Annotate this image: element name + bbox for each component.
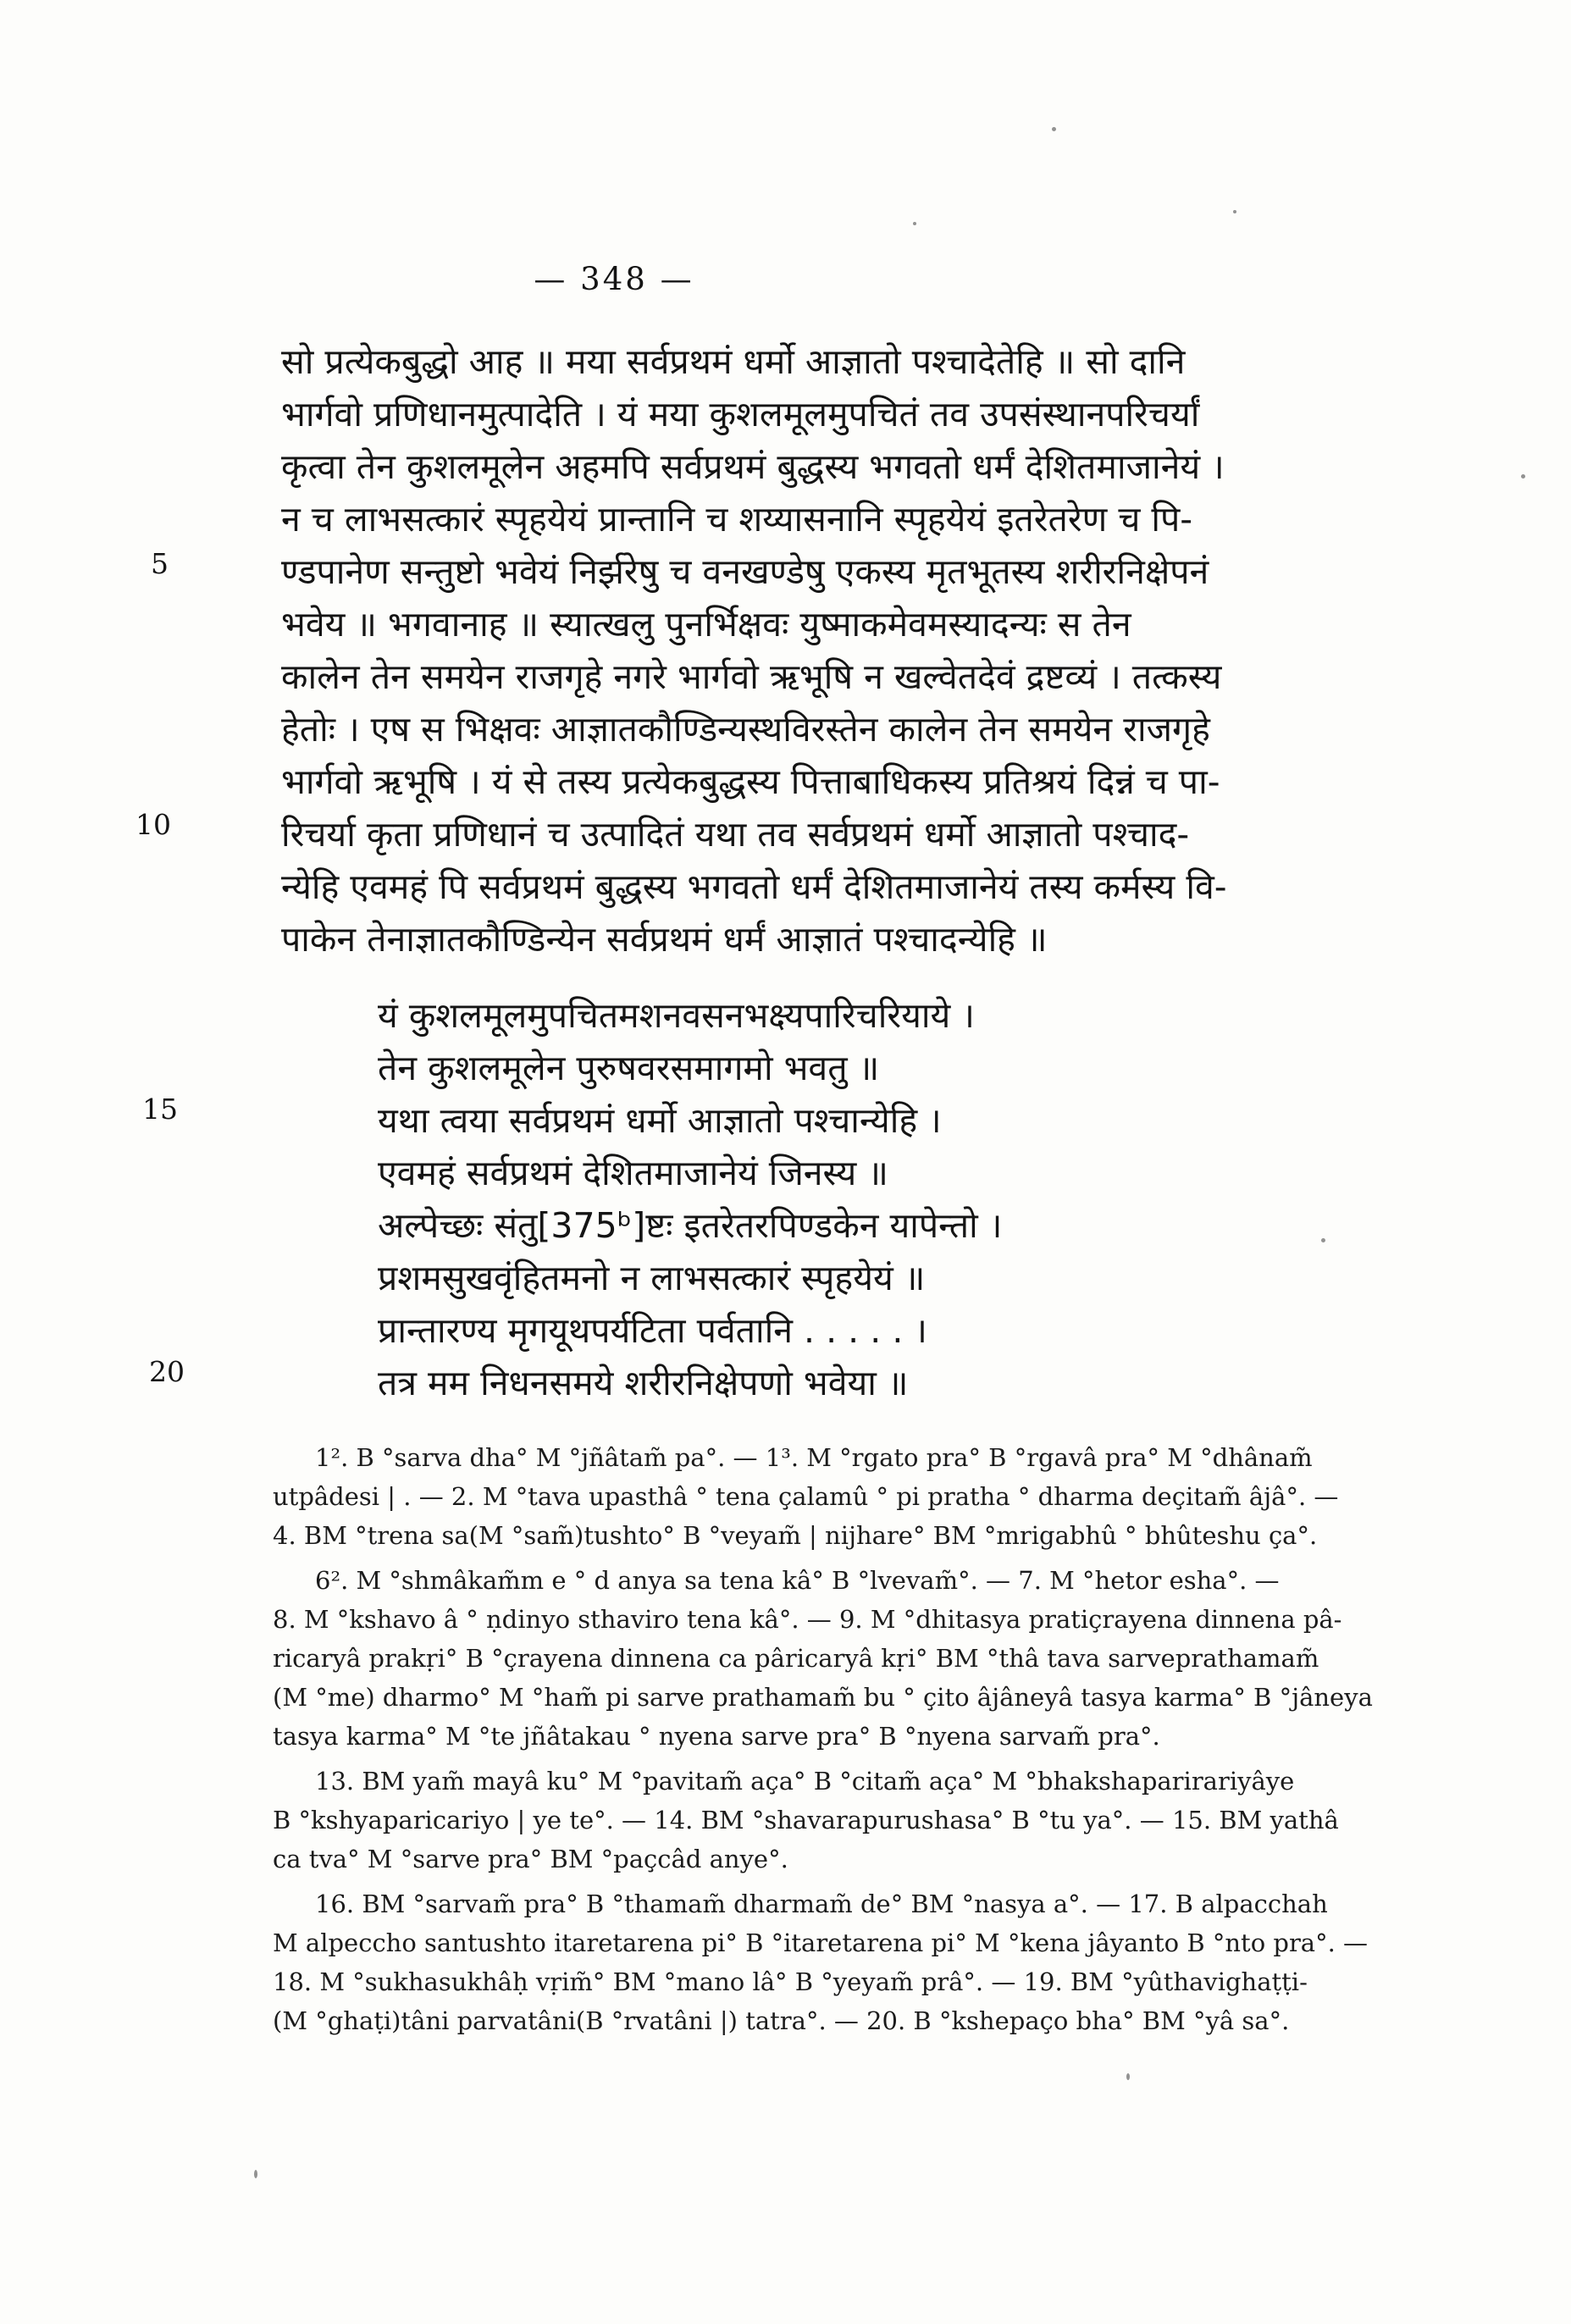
text-line: रिचर्या कृता प्रणिधानं च उत्पादितं यथा तव सर्वप्रथमं धर्मो आज्ञातो पश्चाद- (281, 814, 1190, 855)
scan-speck (1233, 210, 1236, 213)
text-line: भार्गवो प्रणिधानमुत्पादेति । यं मया कुशलमूलमुपचितं तव उपसंस्थानपरिचर्यां (281, 394, 1200, 434)
scan-speck (254, 2170, 257, 2178)
critical-apparatus (273, 1438, 1408, 2046)
text-line: भार्गवो ऋभूषि । यं से तस्य प्रत्येकबुद्धस्य पित्ताबाधिकस्य प्रतिश्रयं दिन्नं च पा- (281, 761, 1220, 802)
text-line: न च लाभसत्कारं स्पृहयेयं प्रान्तानि च शय्यासनानि स्पृहयेयं इतरेतरेण च पि- (281, 499, 1193, 540)
apparatus-line: 13. BM yam̃ mayâ ku° M °pavitam̃ aça° B °citam̃ aça° M °bhakshaparirariyâye (315, 1767, 1295, 1796)
apparatus-line: 4. BM °trena sa(M °sam̃)tushto° B °veyam̃ | nijhare° BM °mrigabhû ° bhûteshu ça°. (273, 1521, 1318, 1550)
apparatus-line: utpâdesi | . — 2. M °tava upasthâ ° tena çalamû ° pi pratha ° dharma deçitam̃ âjâ°. — (273, 1482, 1339, 1511)
apparatus-line: (M °me) dharmo° M °ham̃ pi sarve prathamam̃ bu ° çito âjâneyâ tasya karma° B °jâneya (273, 1683, 1373, 1712)
verse-line: यं कुशलमूलमुपचितमशनवसनभक्ष्यपारिचरियाये । (378, 995, 975, 1036)
scan-speck (1126, 2073, 1130, 2080)
apparatus-paragraph (273, 1884, 1408, 2040)
apparatus-line: B °kshyaparicariyo | ye te°. — 14. BM °shavarapurushasa° B °tu ya°. — 15. BM yathâ (273, 1806, 1339, 1834)
apparatus-line: 18. M °sukhasukhâḥ vṛim̃° BM °mano lâ° B °yeyam̃ prâ°. — 19. BM °yûthavighaṭṭi- (273, 1967, 1308, 1996)
text-line: ण्डपानेण सन्तुष्टो भवेयं निर्झरेषु च वनखण्डेषु एकस्य मृतभूतस्य शरीरनिक्षेपनं (281, 551, 1209, 592)
apparatus-line: ca tva° M °sarve pra° BM °paçcâd anye°. (273, 1845, 788, 1873)
line-number-10: 10 (136, 808, 171, 841)
scan-speck (1521, 474, 1525, 479)
apparatus-line: ricaryâ prakṛi° B °çrayena dinnena ca pâricaryâ kṛi° BM °thâ tava sarveprathamam̃ (273, 1644, 1319, 1673)
text-line: हेतोः । एष स भिक्षवः आज्ञातकौण्डिन्यस्थविरस्तेन कालेन तेन समयेन राजगृहे (281, 709, 1210, 750)
scan-speck (913, 222, 916, 225)
line-number-5: 5 (151, 547, 169, 580)
verse-line: तेन कुशलमूलेन पुरुषवरसमागमो भवतु ॥ (378, 1048, 880, 1088)
apparatus-paragraph (273, 1561, 1408, 1756)
text-line: न्येहि एवमहं पि सर्वप्रथमं बुद्धस्य भगवतो धर्मं देशितमाजानेयं तस्य कर्मस्य वि- (281, 866, 1227, 907)
verse-line: अल्पेच्छः संतु[375ᵇ]ष्टः इतरेतरपिण्डकेन यापेन्तो । (378, 1205, 1003, 1246)
verse-line: प्रान्तारण्य मृगयूथपर्यटिता पर्वतानि . . . . . । (378, 1310, 927, 1351)
apparatus-paragraph (273, 1438, 1408, 1555)
apparatus-line: 8. M °kshavo â ° ṇdinyo sthaviro tena kâ°. — 9. M °dhitasya pratiçrayena dinnena pâ- (273, 1605, 1342, 1634)
verse-line: यथा त्वया सर्वप्रथमं धर्मो आज्ञातो पश्चान्येहि । (378, 1100, 942, 1141)
verse-line: तत्र मम निधनसमये शरीरनिक्षेपणो भवेया ॥ (378, 1363, 909, 1403)
verse-line: प्रशमसुखवृंहितमनो न लाभसत्कारं स्पृहयेयं ॥ (378, 1258, 926, 1298)
text-line: भवेय ॥ भगवानाह ॥ स्यात्खलु पुनर्भिक्षवः युष्माकमेवमस्यादन्यः स तेन (281, 604, 1131, 645)
apparatus-line: M alpeccho santushto itaretarena pi° B °itaretarena pi° M °kena jâyanto B °nto pra°. — (273, 1928, 1369, 1957)
apparatus-line: 1². B °sarva dha° M °jñâtam̃ pa°. — 1³. M °rgato pra° B °rgavâ pra° M °dhânam̃ (315, 1443, 1313, 1472)
text-line: कृत्वा तेन कुशलमूलेन अहमपि सर्वप्रथमं बुद्धस्य भगवतो धर्मं देशितमाजानेयं । (281, 446, 1225, 487)
main-text-block (281, 335, 1416, 966)
apparatus-line: tasya karma° M °te jñâtakau ° nyena sarve pra° B °nyena sarvam̃ pra°. (273, 1722, 1160, 1751)
text-line: सो प्रत्येकबुद्धो आह ॥ मया सर्वप्रथमं धर्मो आज्ञातो पश्चादेतेहि ॥ सो दानि (281, 341, 1186, 382)
page-number: — 348 — (534, 261, 694, 297)
line-number-15: 15 (142, 1093, 178, 1126)
scan-speck (1052, 127, 1056, 131)
text-line: कालेन तेन समयेन राजगृहे नगरे भार्गवो ऋभूषि न खल्वेतदेवं द्रष्टव्यं । तत्कस्य (281, 656, 1222, 697)
apparatus-line: 6². M °shmâkam̃m e ° d anya sa tena kâ° B °lvevam̃°. — 7. M °hetor esha°. — (315, 1566, 1280, 1595)
verse-line: एवमहं सर्वप्रथमं देशितमाजानेयं जिनस्य ॥ (378, 1153, 888, 1193)
line-number-20: 20 (149, 1355, 185, 1388)
scan-speck (1321, 1238, 1325, 1242)
apparatus-line: 16. BM °sarvam̃ pra° B °thamam̃ dharmam̃ de° BM °nasya a°. — 17. B alpacchah (315, 1890, 1328, 1918)
apparatus-line: (M °ghaṭi)tâni parvatâni(B °rvatâni |) tatra°. — 20. B °kshepaço bha° BM °yâ sa°. (273, 2006, 1290, 2035)
text-line: पाकेन तेनाज्ञातकौण्डिन्येन सर्वप्रथमं धर्मं आज्ञातं पश्चादन्येहि ॥ (281, 919, 1048, 960)
verse-block (378, 989, 1411, 1409)
apparatus-paragraph (273, 1762, 1408, 1879)
